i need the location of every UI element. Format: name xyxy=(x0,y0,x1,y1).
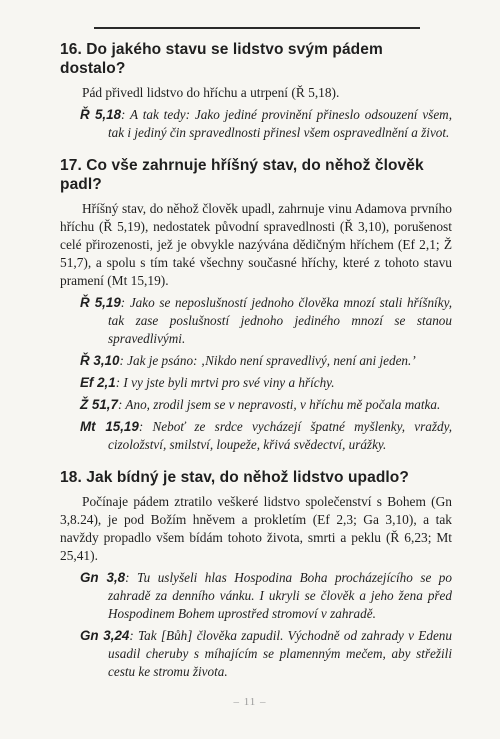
section-text: Pád přivedl lidstvo do hříchu a utrpení (Ř 5,18). xyxy=(82,85,340,100)
section-heading: 16. Do jakého stavu se lidstvo svým pádem dostalo? xyxy=(60,41,383,77)
citation xyxy=(80,106,452,142)
citation xyxy=(80,352,452,370)
citation xyxy=(80,627,452,681)
citation xyxy=(80,396,452,414)
top-rule xyxy=(94,27,420,29)
section-heading: 17. Co vše zahrnuje hříšný stav, do něhož člověk padl? xyxy=(60,157,424,193)
citation-ref: Ef 2,1 xyxy=(80,375,116,390)
citation-ref: Mt 15,19 xyxy=(80,419,139,434)
citation-ref: Ř 5,19 xyxy=(80,295,121,310)
citation-text: : Jako se neposlušností jednoho člověka mnozí stali hříšníky, tak zase poslušností jednoho jediného mnozí se stanou spravedlivými. xyxy=(108,295,452,346)
citation xyxy=(80,294,452,348)
citation-text: : A tak tedy: Jako jediné provinění přineslo odsouzení všem, tak i jediný čin spravedlnosti přinesl všem ospravedlnění a život. xyxy=(108,107,452,140)
citation-ref: Ř 3,10 xyxy=(80,353,120,368)
citation-text: : Jak je psáno: ‚Nikdo není spravedlivý, není ani jeden.’ xyxy=(119,353,416,368)
citation-text: : Ano, zrodil jsem se v nepravosti, v hříchu mě počala matka. xyxy=(117,397,441,412)
citation-text: : Tak [Bůh] člověka zapudil. Východně od zahrady v Edenu usadil cheruby s míhajícím se plamenným mečem, aby střežili cestu ke stromu života. xyxy=(108,628,452,679)
section-text: Počínaje pádem ztratilo veškeré lidstvo společenství s Bohem (Gn 3,8.24), je pod Božím hněvem a prokletím (Ef 2,3; Ga 3,10), a tak navždy propadlo všem bídám tohoto života, smrti a peklu (Ř 6,23; Mt 25,41). xyxy=(60,494,452,563)
citation xyxy=(80,418,452,454)
section-text: Hříšný stav, do něhož člověk upadl, zahrnuje vinu Adamova prvního hříchu (Ř 5,19), nedostatek původní spravedlnosti (Ř 3,10), porušenost celé přirozenosti, jež je obvykle nazývána dědičným hříchem (Ef 2,1; Ž 51,7), a spolu s tím také všechny současné hříchy, které z tohoto stavu pramení (Mt 15,19). xyxy=(60,201,452,288)
section-16 xyxy=(60,40,452,142)
page-content xyxy=(60,40,452,681)
citation-ref: Gn 3,8 xyxy=(80,570,126,585)
citation-text: : Neboť ze srdce vycházejí špatné myšlenky, vraždy, cizoložství, smilství, loupeže, křivá svědectví, urážky. xyxy=(108,419,452,452)
citation-ref: Ž 51,7 xyxy=(80,397,118,412)
citation xyxy=(80,374,452,392)
section-heading: 18. Jak bídný je stav, do něhož lidstvo upadlo? xyxy=(60,469,409,486)
citation-text: : I vy jste byli mrtvi pro své viny a hříchy. xyxy=(115,375,335,390)
citation-ref: Ř 5,18 xyxy=(80,107,122,122)
citation-ref: Gn 3,24 xyxy=(80,628,130,643)
citation xyxy=(80,569,452,623)
citation-text: : Tu uslyšeli hlas Hospodina Boha procházejícího se po zahradě za denního vánku. I ukryli se člověk a jeho žena před Hospodinem Bohem uprostřed stromoví v zahradě. xyxy=(108,570,452,621)
page-number: – 11 – xyxy=(233,696,267,708)
section-17 xyxy=(60,156,452,454)
section-18 xyxy=(60,468,452,681)
